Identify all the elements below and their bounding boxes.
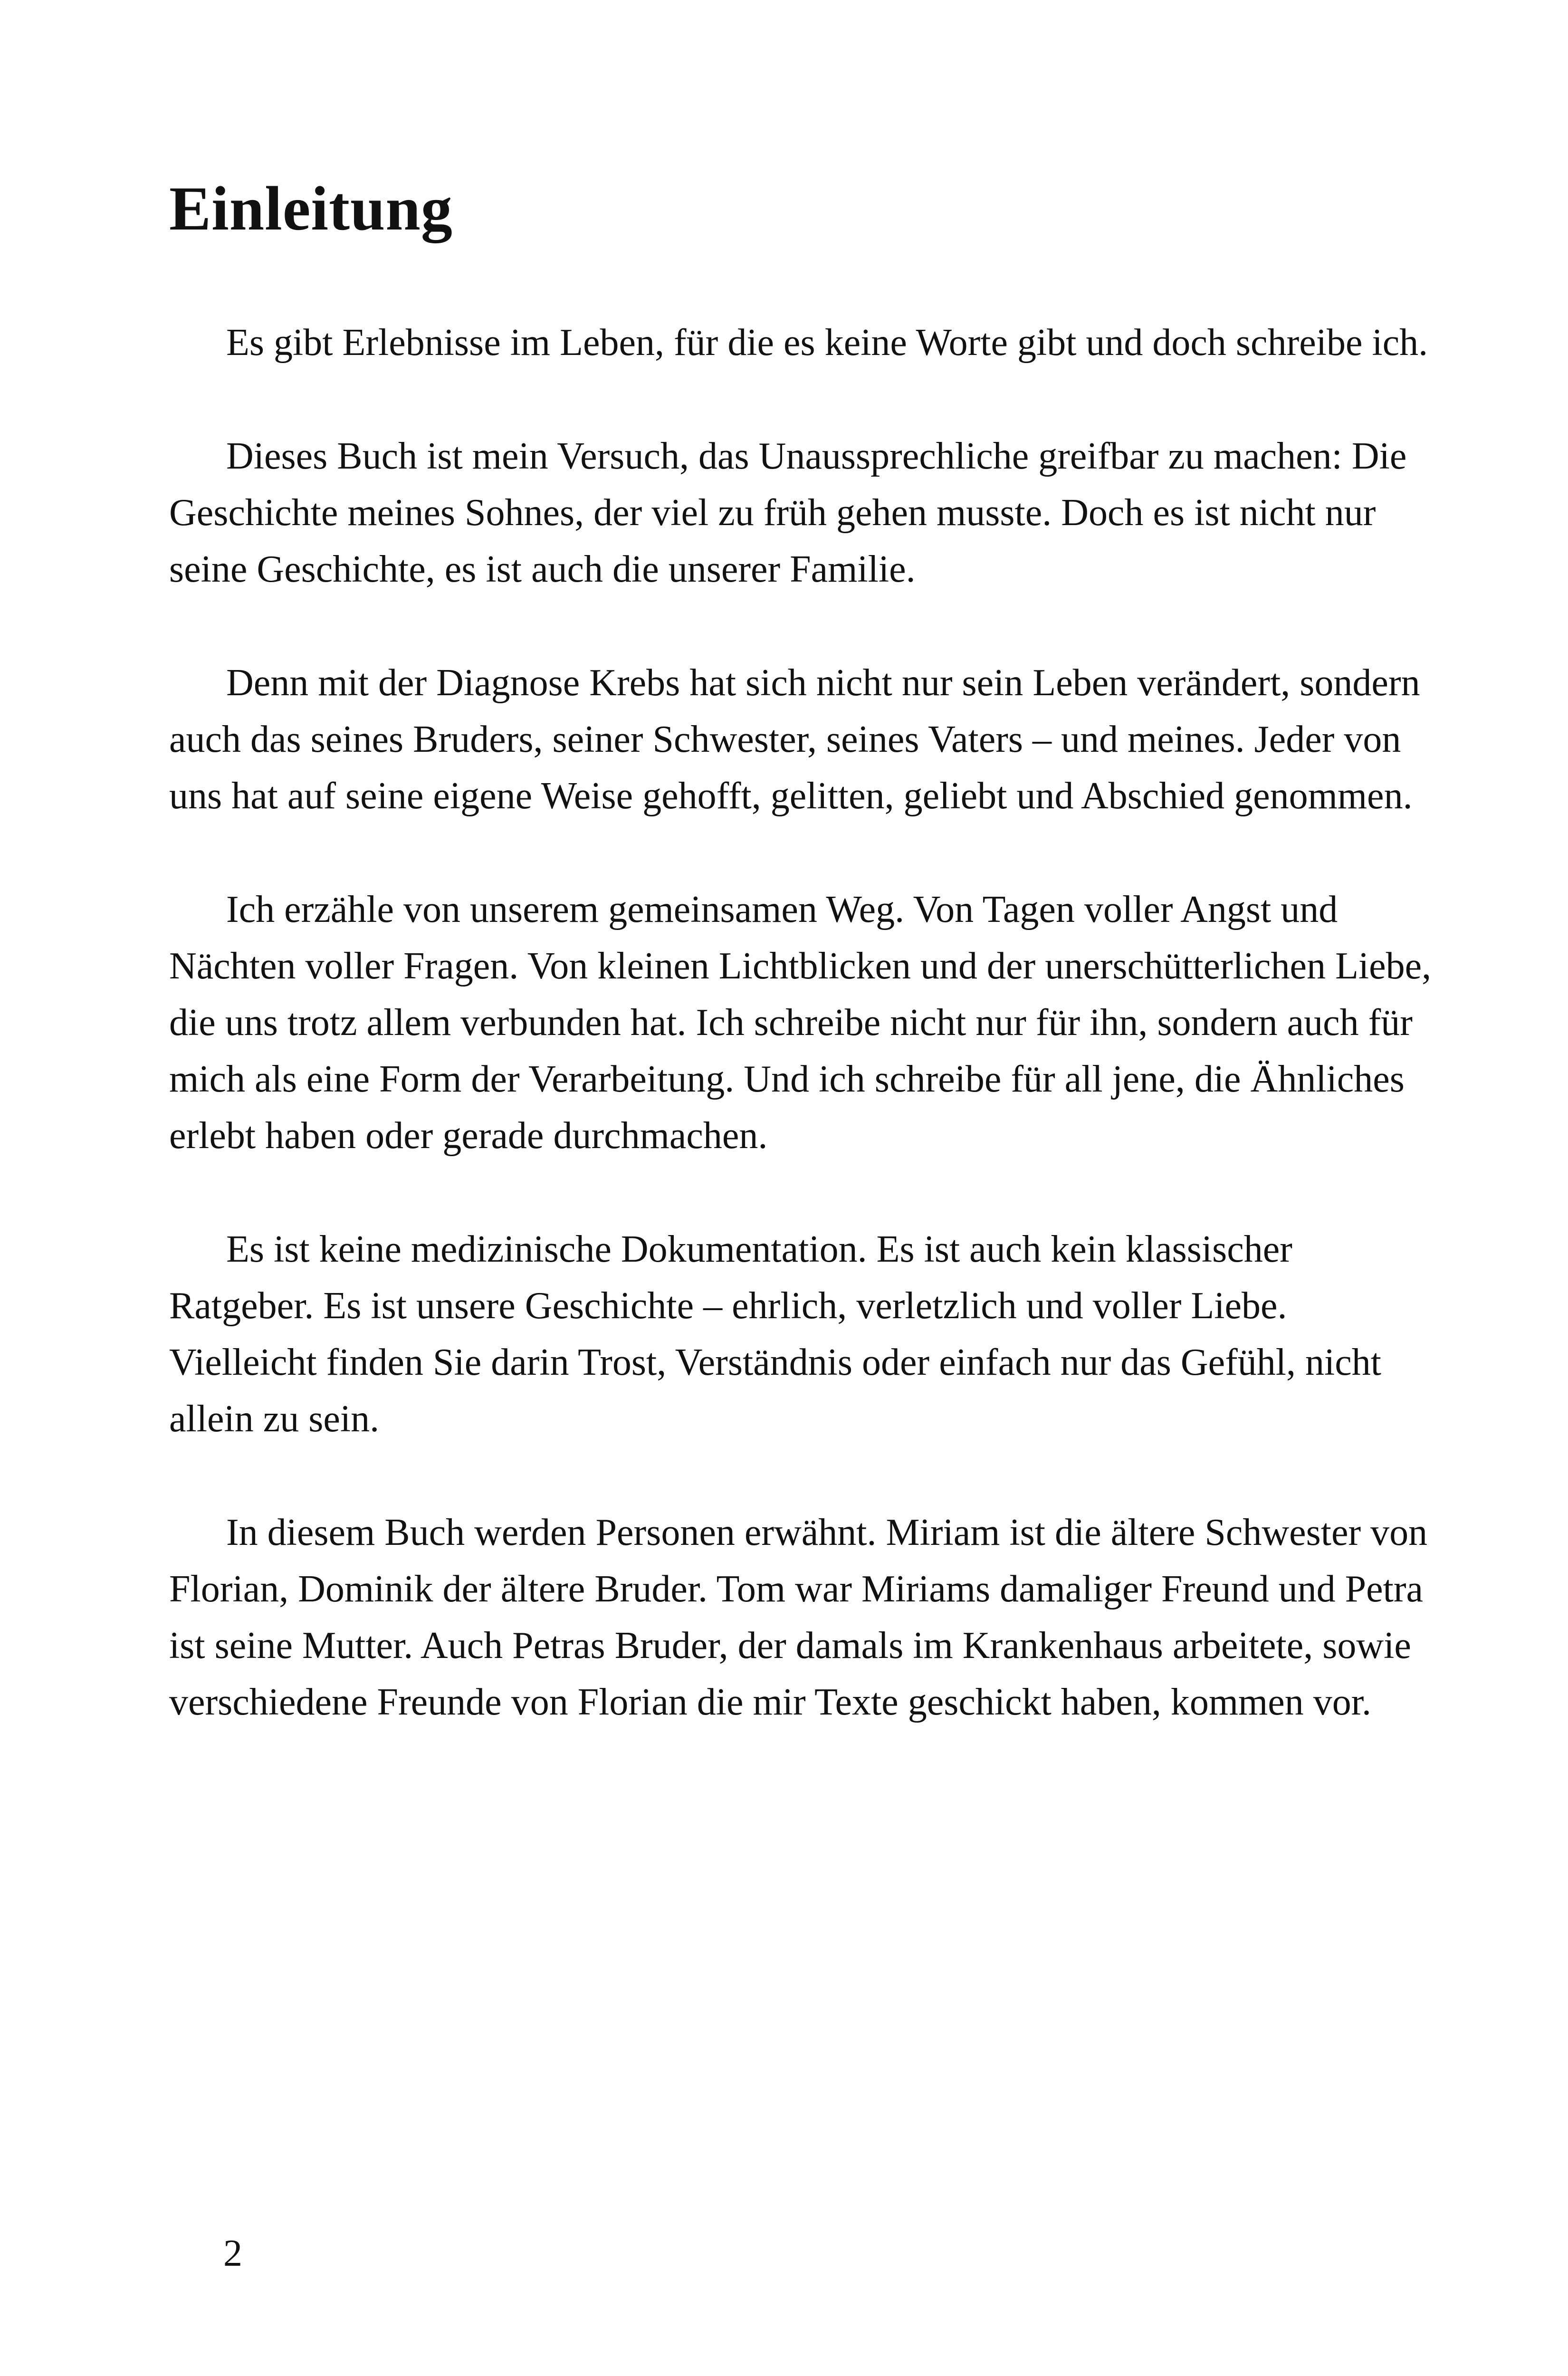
chapter-body	[169, 315, 1441, 1788]
paragraph-4: Ich erzähle von unserem gemeinsamen Weg. Von Tagen voller Angst und Nächten voller Fragen. Von kleinen Lichtblicken und der unerschütterlichen Liebe, die uns trotz allem verbunden hat. Ich schreibe nicht nur für ihn, sondern auch für mich als eine Form der Verarbeitung. Und ich schreibe für all jene, die Ähnliches erlebt haben oder gerade durchmachen.	[169, 889, 1432, 1157]
paragraph-5: Es ist keine medizinische Dokumentation. Es ist auch kein klassischer Ratgeber. Es ist unsere Geschichte – ehrlich, verletzlich und voller Liebe. Vielleicht finden Sie darin Trost, Verständnis oder einfach nur das Gefühl, nicht allein zu sein.	[169, 1228, 1381, 1440]
chapter-heading: Einleitung	[169, 173, 453, 243]
page-number: 2	[223, 2232, 242, 2274]
paragraph-1: Es gibt Erlebnisse im Leben, für die es keine Worte gibt und doch schreibe ich.	[226, 322, 1428, 364]
paragraph-6: In diesem Buch werden Personen erwähnt. Miriam ist die ältere Schwester von Florian, Dominik der ältere Bruder. Tom war Miriams damaliger Freund und Petra ist seine Mutter. Auch Petras Bruder, der damals im Krankenhaus arbeitete, sowie verschiedene Freunde von Florian die mir Texte geschickt haben, kommen vor.	[169, 1512, 1428, 1723]
paragraph-2: Dieses Buch ist mein Versuch, das Unaussprechliche greifbar zu machen: Die Geschichte meines Sohnes, der viel zu früh gehen musste. Doch es ist nicht nur seine Geschichte, es ist auch die unserer Familie.	[169, 435, 1407, 590]
paragraph-3: Denn mit der Diagnose Krebs hat sich nicht nur sein Leben verändert, sondern auch das seines Bruders, seiner Schwester, seines Vaters – und meines. Jeder von uns hat auf seine eigene Weise gehofft, gelitten, geliebt und Abschied genommen.	[169, 662, 1420, 817]
